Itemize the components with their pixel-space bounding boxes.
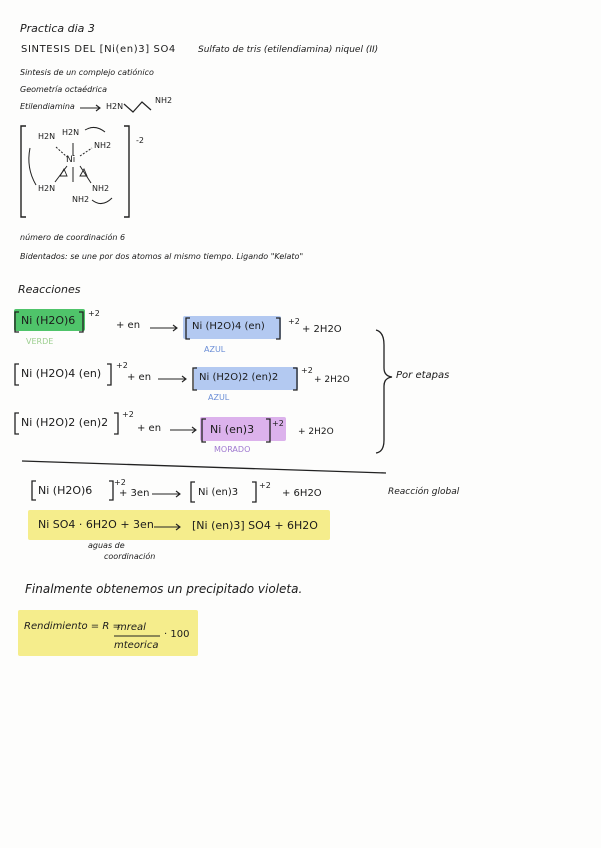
complex-label: NH2 xyxy=(72,195,90,204)
reaction3-byproduct: + 2H2O xyxy=(298,427,334,437)
complex-label: H2N xyxy=(38,184,56,193)
synthesis-name: Sulfato de tris (etilendiamina) niquel (II) xyxy=(198,45,379,55)
ethylenediamine-line: Etilendiamina xyxy=(20,102,75,111)
reaction3-reactant-charge: +2 xyxy=(122,410,134,419)
color-label-blue-1: AZUL xyxy=(204,345,226,354)
reaction1-reactant: Ni (H2O)6 xyxy=(21,314,76,327)
en-formula-left: H2N xyxy=(106,102,124,111)
global-byproduct: + 6H2O xyxy=(282,488,322,499)
final-product: [Ni (en)3] SO4 + 6H2O xyxy=(192,519,318,532)
global-reagent: + 3en xyxy=(119,488,150,499)
reaction3-product-charge: +2 xyxy=(272,419,284,428)
complex-label: NH2 xyxy=(92,184,110,193)
bidentate-definition: Bidentados: se une por dos atomos al mismo tiempo. Ligando "Kelato" xyxy=(20,252,304,261)
en-formula-right: NH2 xyxy=(155,96,173,105)
synthesis-heading: SINTESIS DEL [Ni(en)3] SO4 xyxy=(21,44,176,55)
yield-numerator: mreal xyxy=(117,622,146,633)
reaction1-reactant-charge: +2 xyxy=(88,309,100,318)
reaction2-reactant: Ni (H2O)4 (en) xyxy=(21,367,102,380)
complex-metal: Ni xyxy=(66,155,76,165)
reaction1-product: Ni (H2O)4 (en) xyxy=(192,321,265,332)
global-product: Ni (en)3 xyxy=(198,487,239,498)
reactions-heading: Reacciones xyxy=(18,283,81,296)
complex-label: H2N xyxy=(38,132,56,141)
global-reactant-charge: +2 xyxy=(114,478,126,487)
reaction2-byproduct: + 2H2O xyxy=(314,375,350,385)
reaction1-reagent: + en xyxy=(116,320,141,331)
coordination-water-note-1: aguas de xyxy=(88,541,125,550)
coordination-number: número de coordinación 6 xyxy=(20,233,126,242)
yield-factor: · 100 xyxy=(164,629,190,640)
synthesis-type-line: Sintesis de un complejo catiónico xyxy=(20,68,154,77)
yield-denominator: mteorica xyxy=(114,640,159,651)
geometry-line: Geometría octaédrica xyxy=(20,85,107,94)
reaction3-reactant: Ni (H2O)2 (en)2 xyxy=(21,416,109,429)
reaction3-reagent: + en xyxy=(137,423,162,434)
reaction2-reactant-charge: +2 xyxy=(116,361,128,370)
coordination-water-note-2: coordinación xyxy=(104,552,156,561)
conclusion-text: Finalmente obtenemos un precipitado violeta. xyxy=(25,582,303,596)
reaction1-product-charge: +2 xyxy=(288,317,300,326)
global-product-charge: +2 xyxy=(259,481,271,490)
color-label-green: VERDE xyxy=(26,337,54,346)
color-label-purple: MORADO xyxy=(214,445,251,454)
global-reactant: Ni (H2O)6 xyxy=(38,484,93,497)
yield-label: Rendimiento = R = xyxy=(24,621,121,632)
complex-label: H2N xyxy=(62,128,80,137)
reaction3-product: Ni (en)3 xyxy=(210,423,255,436)
reaction2-product-charge: +2 xyxy=(301,366,313,375)
reaction1-byproduct: + 2H2O xyxy=(302,324,342,335)
complex-charge: -2 xyxy=(136,136,144,145)
reaction2-product: Ni (H2O)2 (en)2 xyxy=(199,372,279,383)
reaction2-reagent: + en xyxy=(127,372,152,383)
final-reactant: Ni SO4 · 6H2O + 3en xyxy=(38,518,154,531)
color-label-blue-2: AZUL xyxy=(208,393,230,402)
complex-label: NH2 xyxy=(94,141,112,150)
global-reaction-label: Reacción global xyxy=(388,487,460,497)
page-title: Practica dia 3 xyxy=(20,22,95,35)
stages-label: Por etapas xyxy=(396,370,450,381)
